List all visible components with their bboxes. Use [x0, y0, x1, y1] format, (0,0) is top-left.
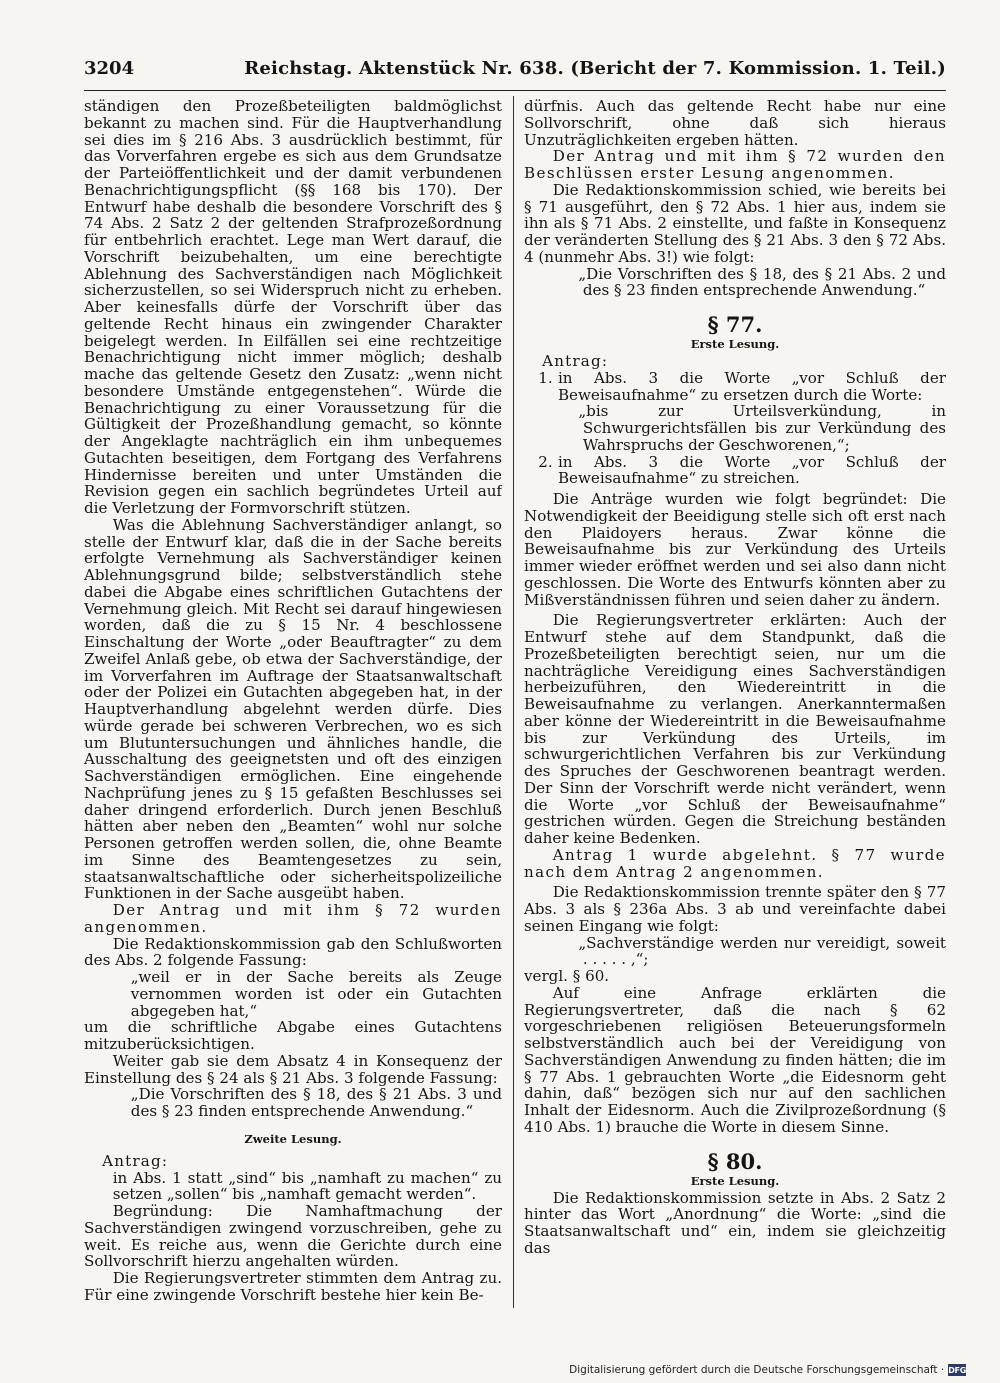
- paragraph: Die Redaktionskommission setzte in Abs. 2 Satz 2 hinter das Wort „Anordnung“ die Worte: „sind die Staatsanwaltschaft und“ ein, indem sie gleichzeitig das: [524, 1188, 946, 1257]
- reading-heading: Erste Lesung.: [690, 1173, 780, 1188]
- paragraph: Auf eine Anfrage erklärten die Regierungsvertreter, daß die nach § 62 vorgeschriebenen religiösen Beteuerungsformeln selbstverständlich auch bei der Vereidigung von Sachverständigen Anwendung zu finden hätten; die im § 77 Abs. 1 gebrauchten Worte „die Eidesnorm geht dahin, daß“ bezögen sich nur auf den sachlichen Inhalt der Eidesnorm. Auch die Zivilprozeßordnung (§ 410 Abs. 1) brauche die Worte in diesem Sinne.: [524, 983, 946, 1136]
- paragraph: Der Antrag und mit ihm § 72 wurden den Beschlüssen erster Lesung angenommen.: [524, 147, 946, 182]
- section-heading-77: § 77.: [707, 312, 763, 337]
- list-item: [524, 454, 946, 488]
- quotation: „bis zur Urteilsverkündung, in Schwurgerichtsfällen bis zur Verkündung des Wahrspruchs der Geschworenen,“;: [578, 402, 946, 454]
- list-item: [524, 370, 946, 404]
- paragraph: Begründung: Die Namhaftmachung der Sachverständigen zwingend vorzuschreiben, gehe zu weit. Es reiche aus, wenn die Gerichte durch eine Sollvorschrift hierzu angehalten würden.: [84, 1202, 502, 1271]
- antrag-label: Antrag:: [542, 352, 609, 370]
- paragraph: ständigen den Prozeßbeteiligten baldmöglichst bekannt zu machen sind. Für die Hauptverhandlung sei dies im § 216 Abs. 3 ausdrücklich bestimmt, für das Vorverfahren ergebe es sich aus dem Grundsatze der Parteiöffentlichkeit und der damit verbundenen Benachrichtigungspflicht (§§ 168 bis 170). Der Entwurf habe deshalb die besondere Vorschrift des § 74 Abs. 2 Satz 2 der geltenden Strafprozeßordnung für entbehrlich erachtet. Lege man Wert darauf, die Vorschrift beizubehalten, um eine berechtigte Ablehnung des Sachverständigen nach Möglichkeit sicherzustellen, so sei Widerspruch nicht zu erheben. Aber keinesfalls dürfe der Vorschrift über das geltende Recht hinaus ein zwingender Charakter beigelegt werden. In Eilfällen sei eine rechtzeitige Benachrichtigung nicht immer möglich; deshalb mache das geltende Gesetz den Zusatz: „wenn nicht besondere Umstände entgegenstehen“. Würde die Benachrichtigung zu einer Voraussetzung für die Gültigkeit der Prozeßhandlung gemacht, so könnte der Angeklagte nachträglich ein ihm unbequemes Gutachten beseitigen, dem Fortgang des Verfahrens Hindernisse bereiten und unter Umständen die Revision gegen ein sachlich begründetes Urteil auf die Verletzung der Formvorschrift stützen.: [84, 98, 502, 517]
- paragraph: Was die Ablehnung Sachverständiger anlangt, so stelle der Entwurf klar, daß die in der Sache bereits erfolgte Vernehmung als Sachverständiger keinen Ablehnungsgrund bilde; selbstverständlich stehe dabei die Abgabe eines schriftlichen Gutachtens der Vernehmung gleich. Mit Recht sei darauf hingewiesen worden, daß die zu § 15 Nr. 4 beschlossene Einschaltung der Worte „oder Beauftragter“ zu dem Zweifel Anlaß gebe, ob etwa der Sachverständige, der im Vorverfahren im Auftrage der Staatsanwaltschaft oder der Polizei ein Gutachten abgegeben hat, in der Hauptverhandlung abgelehnt werden dürfe. Dies würde gerade bei schweren Verbrechen, wo es sich um Blutuntersuchungen und ähnliches handle, die Ausschaltung des geeignetsten und oft des einzigen Sachverständigen ermöglichen. Eine eingehende Nachprüfung jenes zu § 15 gefaßten Beschlusses sei daher dringend erforderlich. Durch jenen Beschluß hätten aber neben den „Beamten“ wohl nur solche Personen getroffen werden sollen, die, ohne Beamte im Sinne des Beamtengesetzes zu sein, staatsanwaltschaftliche oder sicherheitspolizeiliche Funktionen in der Sache ausgeübt haben.: [84, 515, 502, 903]
- paragraph: Die Regierungsvertreter stimmten dem Antrag zu. Für eine zwingende Vorschrift bestehe hier kein Be-: [84, 1269, 502, 1304]
- paragraph: um die schriftliche Abgabe eines Gutachtens mitzuberücksichtigen.: [84, 1018, 502, 1053]
- list-text: in Abs. 3 die Worte „vor Schluß der Beweisaufnahme“ zu streichen.: [557, 452, 946, 488]
- section-heading-80: § 80.: [707, 1148, 763, 1174]
- paragraph: Die Redaktionskommission schied, wie bereits bei § 71 ausgeführt, den § 72 Abs. 1 hier aus, indem sie ihn als § 71 Abs. 2 einstellte, und faßte in Konsequenz der veränderten Stellung des § 21 Abs. 3 den § 72 Abs. 4 (nunmehr Abs. 3!) wie folgt:: [524, 180, 946, 266]
- paragraph: Der Antrag und mit ihm § 72 wurden angenommen.: [84, 901, 502, 936]
- paragraph: Die Anträge wurden wie folgt begründet: Die Notwendigkeit der Beeidigung stelle sich oft erst nach den Plaidoyers heraus. Zwar könne die Beweisaufnahme bis zur Verkündung des Urteils immer wieder eröffnet werden und sei also dann nicht geschlossen. Die Worte des Entwurfs könnten aber zu Mißverständnissen führen und seien daher zu ändern.: [524, 490, 946, 609]
- paragraph: Die Redaktionskommission trennte später den § 77 Abs. 3 als § 236a Abs. 3 ab und vereinfachte dabei seinen Eingang wie folgt:: [524, 883, 946, 935]
- quotation: „Die Vorschriften des § 18, des § 21 Abs. 3 und des § 23 finden entsprechende Anwendung.“: [130, 1085, 502, 1120]
- reading-heading: Erste Lesung.: [690, 337, 780, 351]
- paragraph: Die Redaktionskommission gab den Schlußworten des Abs. 2 folgende Fassung:: [84, 934, 502, 970]
- quotation: „Die Vorschriften des § 18, des § 21 Abs. 2 und des § 23 finden entsprechende Anwendung.“: [578, 264, 946, 300]
- credit-text: Digitalisierung gefördert durch die Deutsche Forschungsgemeinschaft ·: [569, 1364, 945, 1376]
- column-divider: [513, 96, 514, 1308]
- list-number: 1.: [538, 368, 553, 387]
- digitization-credit: [569, 1362, 966, 1378]
- quotation: „Sachverständige werden nur vereidigt, soweit . . . . . ,“;: [578, 933, 946, 969]
- antrag-text: in Abs. 1 statt „sind“ bis „namhaft zu machen“ zu setzen „sollen“ bis „namhaft gemacht werden“.: [112, 1168, 502, 1204]
- quotation: „weil er in der Sache bereits als Zeuge vernommen worden ist oder ein Gutachten abgegeben hat,“: [130, 968, 502, 1020]
- reference: vergl. § 60.: [524, 967, 610, 985]
- right-column: [524, 98, 946, 1317]
- paragraph: Weiter gab sie dem Absatz 4 in Konsequenz der Einstellung des § 24 als § 21 Abs. 3 folgende Fassung:: [84, 1051, 502, 1087]
- running-title: Reichstag. Aktenstück Nr. 638. (Bericht der 7. Kommission. 1. Teil.): [244, 58, 946, 79]
- page-number: 3204: [84, 58, 135, 79]
- paragraph: dürfnis. Auch das geltende Recht habe nur eine Sollvorschrift, ohne daß sich hieraus Unzuträglichkeiten ergeben hätten.: [524, 98, 946, 149]
- list-text: in Abs. 3 die Worte „vor Schluß der Beweisaufnahme“ zu ersetzen durch die Worte:: [557, 368, 946, 404]
- header-rule: [84, 90, 946, 91]
- dfg-logo-icon: DFG: [948, 1365, 966, 1375]
- list-number: 2.: [538, 452, 553, 471]
- left-column: [84, 98, 502, 1317]
- reading-heading: Zweite Lesung.: [244, 1131, 342, 1146]
- paragraph: Die Regierungsvertreter erklärten: Auch der Entwurf stehe auf dem Standpunkt, daß die Prozeßbeteiligten berechtigt seien, nur um die nachträgliche Vereidigung eines Sachverständigen herbeizuführen, den Wiedereintritt in die Beweisaufnahme zu verlangen. Anerkanntermaßen aber könne der Wiedereintritt in die Beweisaufnahme bis zur Verkündung des Urteils, im schwurgerichtlichen Verfahren bis zur Verkündung des Spruches der Geschworenen beantragt werden. Der Sinn der Vorschrift werde nicht verändert, wenn die Worte „vor Schluß der Beweisaufnahme“ gestrichen würden. Gegen die Streichung beständen daher keine Bedenken.: [524, 611, 946, 847]
- paragraph: Antrag 1 wurde abgelehnt. § 77 wurde nach dem Antrag 2 angenommen.: [524, 845, 946, 881]
- antrag-label: Antrag:: [102, 1151, 169, 1170]
- page-header: [84, 58, 946, 92]
